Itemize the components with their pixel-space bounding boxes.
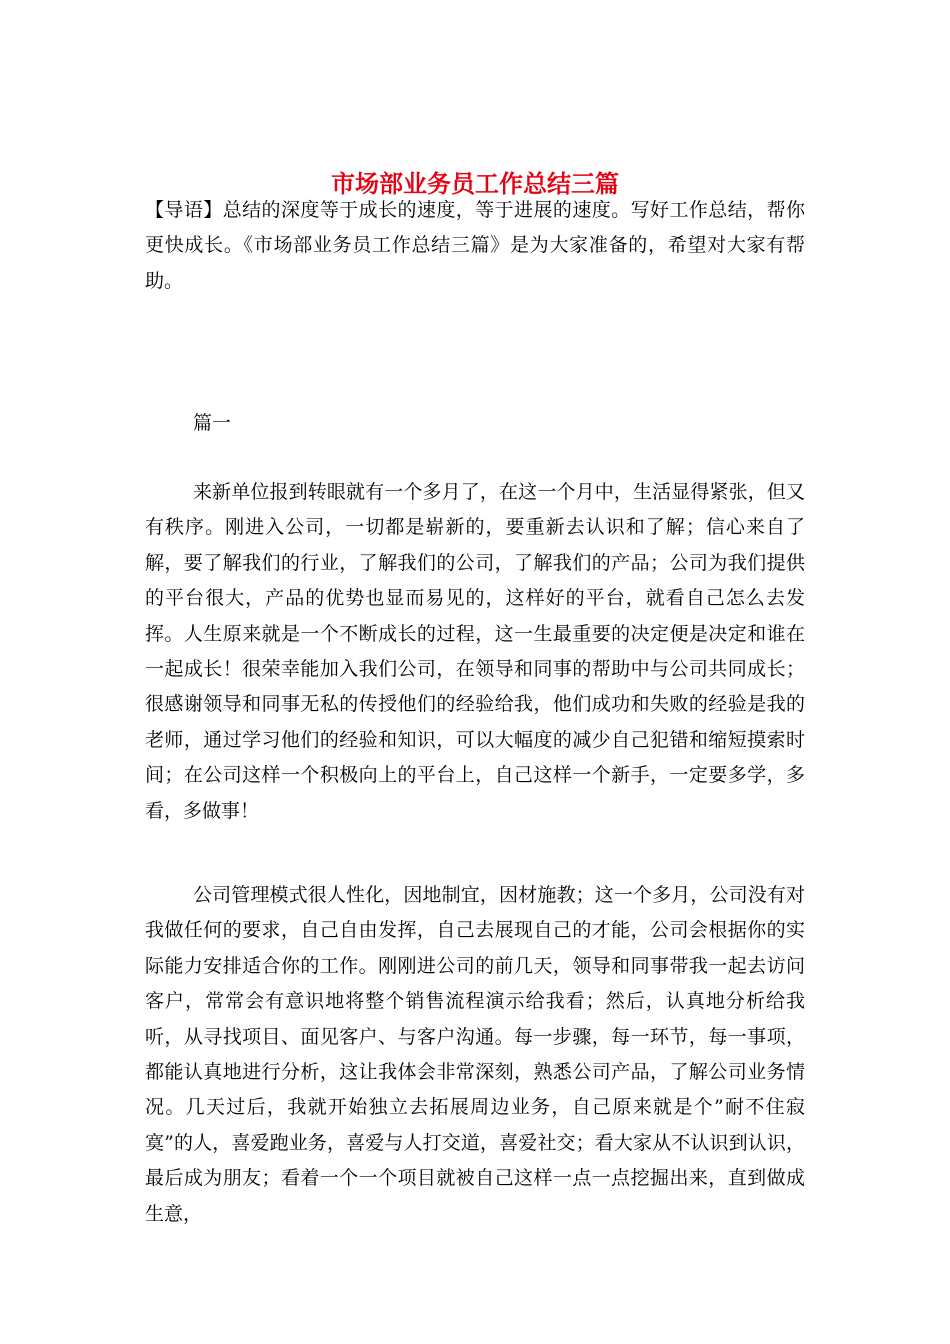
document-title: 市场部业务员工作总结三篇 (331, 169, 619, 199)
body-paragraph-2: 公司管理模式很人性化，因地制宜，因材施教；这一个多月，公司没有对我做任何的要求，自己自由发挥，自己去展现自己的才能，公司会根据你的实际能力安排适合你的工作。刚刚进公司的前几天，领导和同事带我一起去访问客户，常常会有意识地将整个销售流程演示给我看；然后，认真地分析给我听，从寻找项目、面见客户、与客户沟通。每一步骤，每一环节，每一事项，都能认真地进行分析，这让我体会非常深刻，熟悉公司产品，了解公司业务情况。几天过后，我就开始独立去拓展周边业务，自己原来就是个”耐不住寂寞”的人，喜爱跑业务，喜爱与人打交道，喜爱社交；看大家从不认识到认识，最后成为朋友；看着一个一个项目就被自己这样一点一点挖掘出来，直到做成生意， (145, 884, 805, 1225)
intro-paragraph: 【导语】总结的深度等于成长的速度，等于进展的速度。写好工作总结，帮你更快成长。《市场部业务员工作总结三篇》是为大家准备的，希望对大家有帮助。 (145, 199, 805, 292)
section-heading: 篇一 (193, 412, 232, 434)
body-paragraph-1: 来新单位报到转眼就有一个多月了，在这一个月中，生活显得紧张，但又有秩序。刚进入公司，一切都是崭新的，要重新去认识和了解；信心来自了解，要了解我们的行业，了解我们的公司，了解我们的产品；公司为我们提供的平台很大，产品的优势也显而易见的，这样好的平台，就看自己怎么去发挥。人生原来就是一个不断成长的过程，这一生最重要的决定便是决定和谁在一起成长！很荣幸能加入我们公司，在领导和同事的帮助中与公司共同成长；很感谢领导和同事无私的传授他们的经验给我，他们成功和失败的经验是我的老师，通过学习他们的经验和知识，可以大幅度的减少自己犯错和缩短摸索时间；在公司这样一个积极向上的平台上，自己这样一个新手，一定要多学，多看，多做事！ (145, 481, 805, 822)
